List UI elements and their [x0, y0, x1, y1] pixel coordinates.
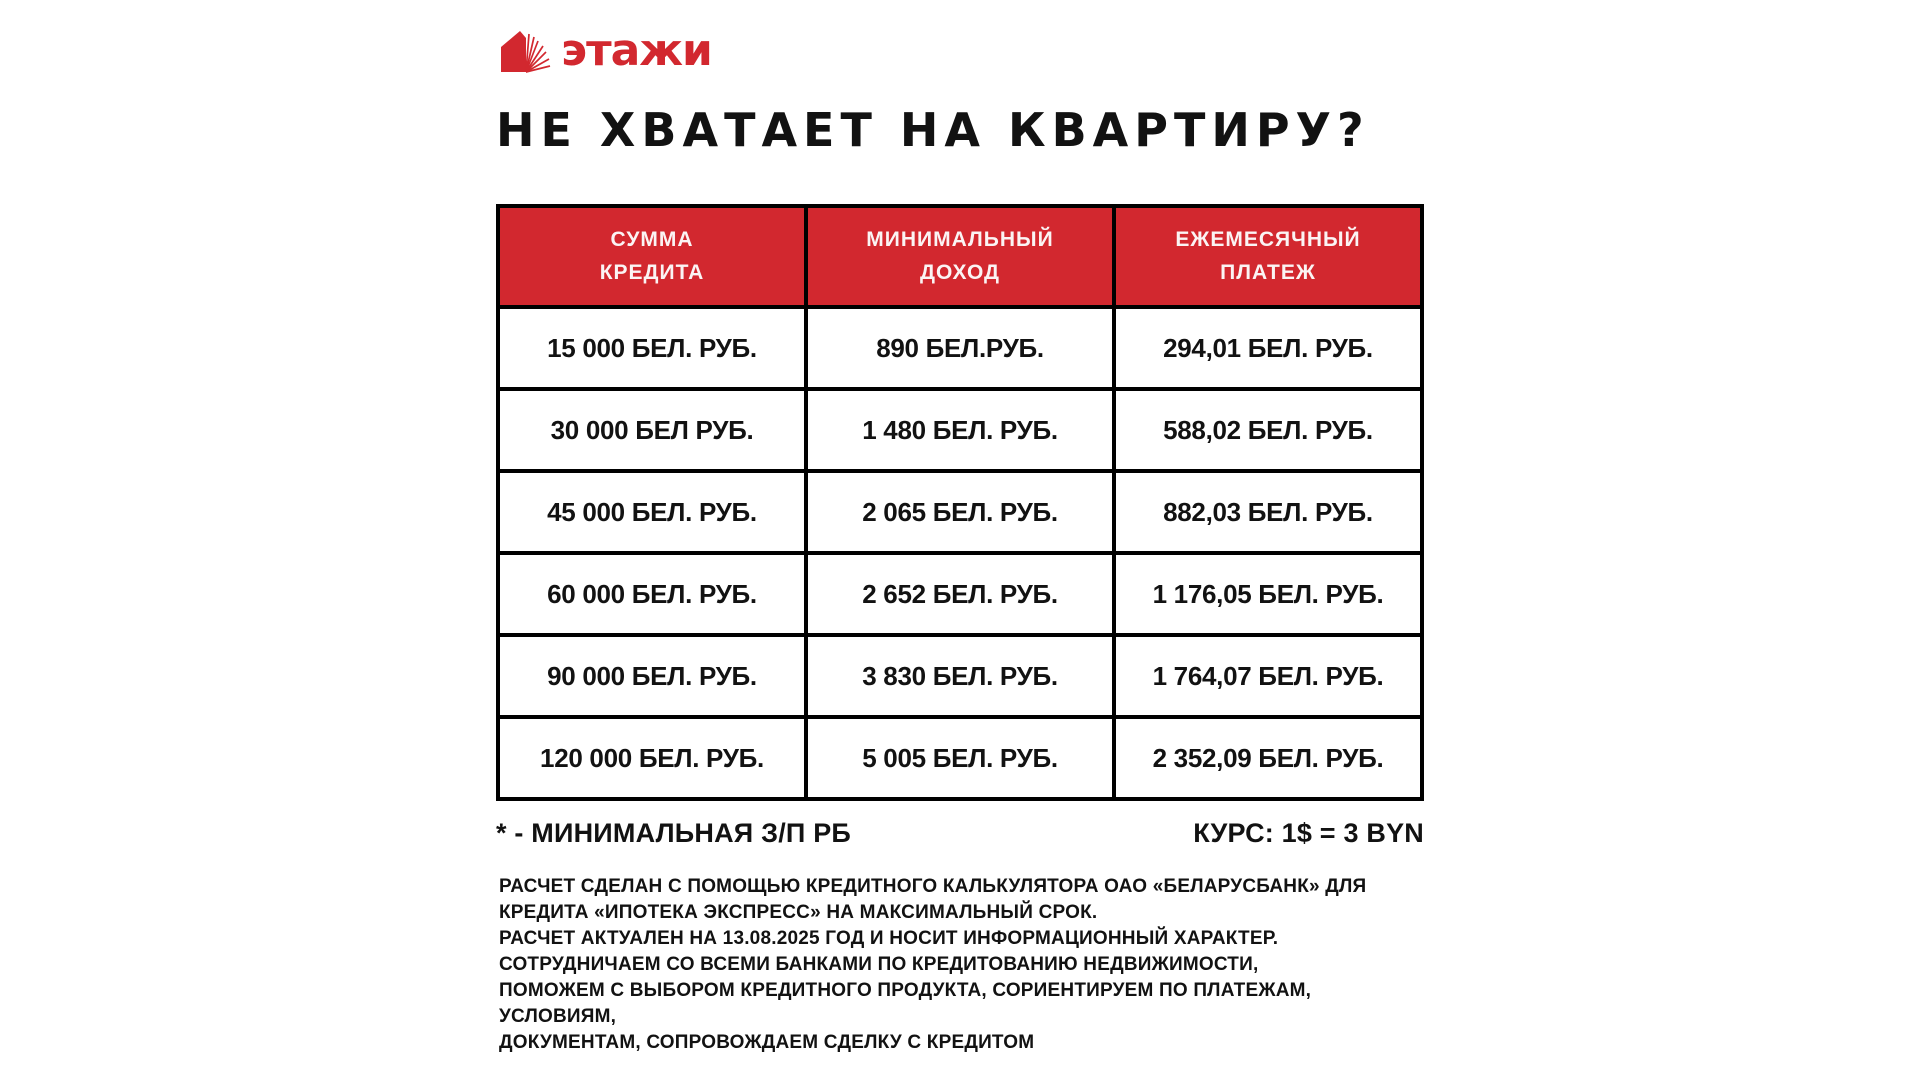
cell-credit: 120 000 БЕЛ. РУБ.	[500, 719, 804, 797]
cell-credit: 15 000 БЕЛ. РУБ.	[500, 309, 804, 387]
cell-credit: 90 000 БЕЛ. РУБ.	[500, 637, 804, 715]
cell-credit: 60 000 БЕЛ. РУБ.	[500, 555, 804, 633]
cell-income: 3 830 БЕЛ. РУБ.	[804, 637, 1112, 715]
table-row	[500, 305, 1420, 387]
cell-income: 1 480 БЕЛ. РУБ.	[804, 391, 1112, 469]
cell-payment: 882,03 БЕЛ. РУБ.	[1112, 473, 1420, 551]
disclaimer-text	[499, 874, 1419, 1056]
disclaimer-line: КРЕДИТА «ИПОТЕКА ЭКСПРЕСС» НА МАКСИМАЛЬНЫЙ СРОК.	[499, 902, 1098, 923]
table-row	[500, 387, 1420, 469]
brand-logo	[499, 25, 712, 76]
column-header-monthly-payment	[1112, 208, 1420, 305]
column-header-line: ДОХОД	[920, 260, 1000, 284]
disclaimer-line: УСЛОВИЯМ,	[499, 1006, 617, 1027]
table-row	[500, 633, 1420, 715]
cell-income: 2 652 БЕЛ. РУБ.	[804, 555, 1112, 633]
cell-payment: 1 176,05 БЕЛ. РУБ.	[1112, 555, 1420, 633]
cell-credit: 45 000 БЕЛ. РУБ.	[500, 473, 804, 551]
column-header-line: СУММА	[610, 227, 694, 251]
column-header-line: ЕЖЕМЕСЯЧНЫЙ	[1175, 227, 1361, 251]
cell-income: 890 БЕЛ.РУБ.	[804, 309, 1112, 387]
cell-payment: 2 352,09 БЕЛ. РУБ.	[1112, 719, 1420, 797]
disclaimer-line: РАСЧЕТ СДЕЛАН С ПОМОЩЬЮ КРЕДИТНОГО КАЛЬКУЛЯТОРА ОАО «БЕЛАРУСБАНК» ДЛЯ	[499, 876, 1367, 897]
column-header-line: ПЛАТЕЖ	[1220, 260, 1316, 284]
footnote-min-salary: * - МИНИМАЛЬНАЯ З/П РБ	[496, 818, 852, 848]
column-header-line: МИНИМАЛЬНЫЙ	[866, 227, 1054, 251]
page-title: НЕ ХВАТАЕТ НА КВАРТИРУ?	[496, 103, 1370, 157]
table-row	[500, 469, 1420, 551]
cell-payment: 294,01 БЕЛ. РУБ.	[1112, 309, 1420, 387]
column-header-credit-sum	[500, 208, 804, 305]
disclaimer-line: РАСЧЕТ АКТУАЛЕН НА 13.08.2025 ГОД И НОСИТ ИНФОРМАЦИОННЫЙ ХАРАКТЕР.	[499, 928, 1279, 949]
cell-income: 2 065 БЕЛ. РУБ.	[804, 473, 1112, 551]
exchange-rate: КУРС: 1$ = 3 BYN	[1193, 818, 1424, 848]
table-row	[500, 715, 1420, 797]
disclaimer-line: ДОКУМЕНТАМ, СОПРОВОЖДАЕМ СДЕЛКУ С КРЕДИТОМ	[499, 1032, 1035, 1053]
disclaimer-line: СОТРУДНИЧАЕМ СО ВСЕМИ БАНКАМИ ПО КРЕДИТОВАНИЮ НЕДВИЖИМОСТИ,	[499, 954, 1259, 975]
column-header-line: КРЕДИТА	[599, 260, 705, 284]
disclaimer-line: ПОМОЖЕМ С ВЫБОРОМ КРЕДИТНОГО ПРОДУКТА, СОРИЕНТИРУЕМ ПО ПЛАТЕЖАМ,	[499, 980, 1312, 1001]
credit-table	[496, 204, 1424, 801]
column-header-min-income	[804, 208, 1112, 305]
logo-house-icon	[499, 28, 551, 74]
logo-text: этажи	[561, 25, 712, 76]
cell-payment: 1 764,07 БЕЛ. РУБ.	[1112, 637, 1420, 715]
table-row	[500, 551, 1420, 633]
footnote-row	[496, 818, 1424, 849]
cell-credit: 30 000 БЕЛ РУБ.	[500, 391, 804, 469]
table-header-row	[500, 208, 1420, 305]
cell-income: 5 005 БЕЛ. РУБ.	[804, 719, 1112, 797]
cell-payment: 588,02 БЕЛ. РУБ.	[1112, 391, 1420, 469]
